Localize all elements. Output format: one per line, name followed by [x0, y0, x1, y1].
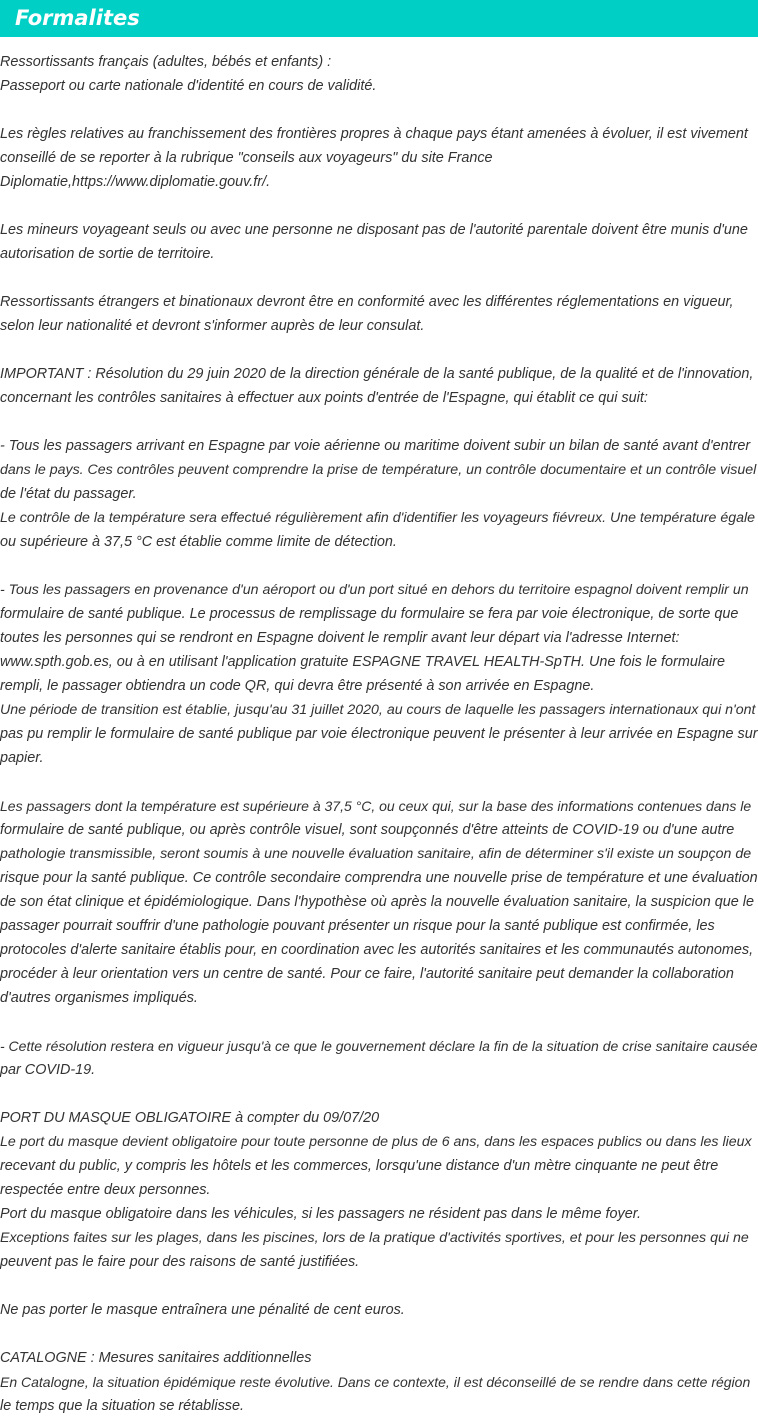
text-line: Passeport ou carte nationale d'identité en cours de validité. [0, 78, 377, 94]
text-line: pathologie transmissible, seront soumis à une nouvelle évaluation sanitaire, afin de déterminer s'il existe un soupçon de [0, 846, 752, 862]
text-line: de son état clinique et épidémiologique. Dans l'hypothèse où après la nouvelle évaluation sanitaire, la suspicion que le [0, 894, 754, 910]
text-line: www.spth.gob.es, ou à en utilisant l'application gratuite ESPAGNE TRAVEL HEALTH-SpTH. Une fois le formulaire [0, 654, 726, 670]
text-line: recevant du public, y compris les hôtels et les commerces, lorsqu'une distance d'un mètre cinquante ne peut être [0, 1158, 719, 1174]
text-line: procéder à leur orientation vers un centre de santé. Pour ce faire, l'autorité sanitaire peut demander la collaboration [0, 966, 734, 982]
text-line: selon leur nationalité et devront s'informer auprès de leur consulat. [0, 318, 425, 334]
text-line: IMPORTANT : Résolution du 29 juin 2020 de la direction générale de la santé publique, de la qualité et de l'innovation, [0, 366, 754, 382]
text-line: par COVID-19. [0, 1062, 96, 1078]
text-line: rempli, le passager obtiendra un code QR, qui devra être présenté à son arrivée en Espagne. [0, 678, 595, 694]
paragraph [0, 1346, 758, 1418]
text-line: Les règles relatives au franchissement des frontières propres à chaque pays étant amenées à évoluer, il est vivement [0, 126, 748, 142]
paragraph [0, 1298, 758, 1322]
paragraph [0, 794, 758, 1010]
text-line: formulaire de santé publique, ou après contrôle visuel, sont soupçonnés d'être atteints de COVID-19 ou d'une autre [0, 822, 735, 838]
text-line: - Tous les passagers arrivant en Espagne par voie aérienne ou maritime doivent subir un bilan de santé avant d'entrer [0, 438, 751, 454]
text-line: Une période de transition est établie, jusqu'au 31 juillet 2020, au cours de laquelle les passagers internationaux qui n'ont [0, 702, 756, 718]
paragraph [0, 578, 758, 770]
text-line: Les passagers dont la température est supérieure à 37,5 °C, ou ceux qui, sur la base des informations contenues dans le [0, 798, 752, 814]
text-line: Port du masque obligatoire dans les véhicules, si les passagers ne résident pas dans le même foyer. [0, 1206, 641, 1222]
paragraph [0, 290, 758, 338]
text-line: PORT DU MASQUE OBLIGATOIRE à compter du 09/07/20 [0, 1110, 380, 1126]
text-line: formulaire de santé publique. Le processus de remplissage du formulaire se fera par voie électronique, de sorte que [0, 606, 739, 622]
paragraph [0, 1106, 758, 1274]
paragraph [0, 50, 758, 98]
text-line: autorisation de sortie de territoire. [0, 246, 215, 262]
text-line: papier. [0, 750, 44, 766]
text-line: - Tous les passagers en provenance d'un aéroport ou d'un port situé en dehors du territoire espagnol doivent remplir un [0, 582, 749, 598]
paragraph [0, 362, 758, 410]
text-line: CATALOGNE : Mesures sanitaires additionnelles [0, 1350, 312, 1366]
text-line: passager pourrait souffrir d'une pathologie pouvant présenter un risque pour la santé publique est confirmée, les [0, 918, 715, 934]
text-line: Exceptions faites sur les plages, dans les piscines, lors de la pratique d'activités sportives, et pour les personnes qui ne [0, 1230, 749, 1246]
text-line: peuvent pas le faire pour des raisons de santé justifiées. [0, 1254, 360, 1270]
text-line: Le contrôle de la température sera effectué régulièrement afin d'identifier les voyageurs fiévreux. Une température égale [0, 510, 756, 526]
section-title: Formalites [15, 6, 140, 30]
text-line: En Catalogne, la situation épidémique reste évolutive. Dans ce contexte, il est déconseillé de se rendre dans cette région [0, 1374, 751, 1390]
text-line: ou supérieure à 37,5 °C est établie comme limite de détection. [0, 534, 397, 550]
paragraph [0, 1034, 758, 1082]
paragraph [0, 434, 758, 554]
paragraph [0, 218, 758, 266]
text-line: - Cette résolution restera en vigueur jusqu'à ce que le gouvernement déclare la fin de la situation de crise sanitaire causée [0, 1038, 758, 1054]
text-line: respectée entre deux personnes. [0, 1182, 211, 1198]
text-line: pas pu remplir le formulaire de santé publique par voie électronique peuvent le présenter à leur arrivée en Espagne sur [0, 726, 758, 742]
formalities-content [0, 37, 758, 1418]
text-line: concernant les contrôles sanitaires à effectuer aux points d'entrée de l'Espagne, qui établit ce qui suit: [0, 390, 648, 406]
text-line: Ne pas porter le masque entraînera une pénalité de cent euros. [0, 1302, 405, 1318]
section-header [0, 0, 758, 37]
text-line: Le port du masque devient obligatoire pour toute personne de plus de 6 ans, dans les espaces publics ou dans les lieux [0, 1134, 752, 1150]
text-line: risque pour la santé publique. Ce contrôle secondaire comprendra une nouvelle prise de température et une évaluation [0, 870, 758, 886]
text-line: conseillé de se reporter à la rubrique "conseils aux voyageurs" du site France [0, 150, 493, 166]
text-line: protocoles d'alerte sanitaire établis pour, en coordination avec les autorités sanitaires et les communautés autonomes, [0, 942, 754, 958]
paragraph [0, 122, 758, 194]
text-line: Ressortissants français (adultes, bébés et enfants) : [0, 54, 332, 70]
text-line: dans le pays. Ces contrôles peuvent comprendre la prise de température, un contrôle documentaire et un contrôle visuel [0, 462, 757, 478]
text-line: Diplomatie,https://www.diplomatie.gouv.fr/. [0, 174, 271, 190]
text-line: d'autres organismes impliqués. [0, 990, 198, 1006]
text-line: le temps que la situation se rétablisse. [0, 1398, 244, 1414]
text-line: toutes les personnes qui se rendront en Espagne doivent le remplir avant leur départ via l'adresse Internet: [0, 630, 680, 646]
text-line: Les mineurs voyageant seuls ou avec une personne ne disposant pas de l'autorité parentale doivent être munis d'une [0, 222, 748, 238]
text-line: de l'état du passager. [0, 486, 137, 502]
text-line: Ressortissants étrangers et binationaux devront être en conformité avec les différentes réglementations en vigueur, [0, 294, 734, 310]
